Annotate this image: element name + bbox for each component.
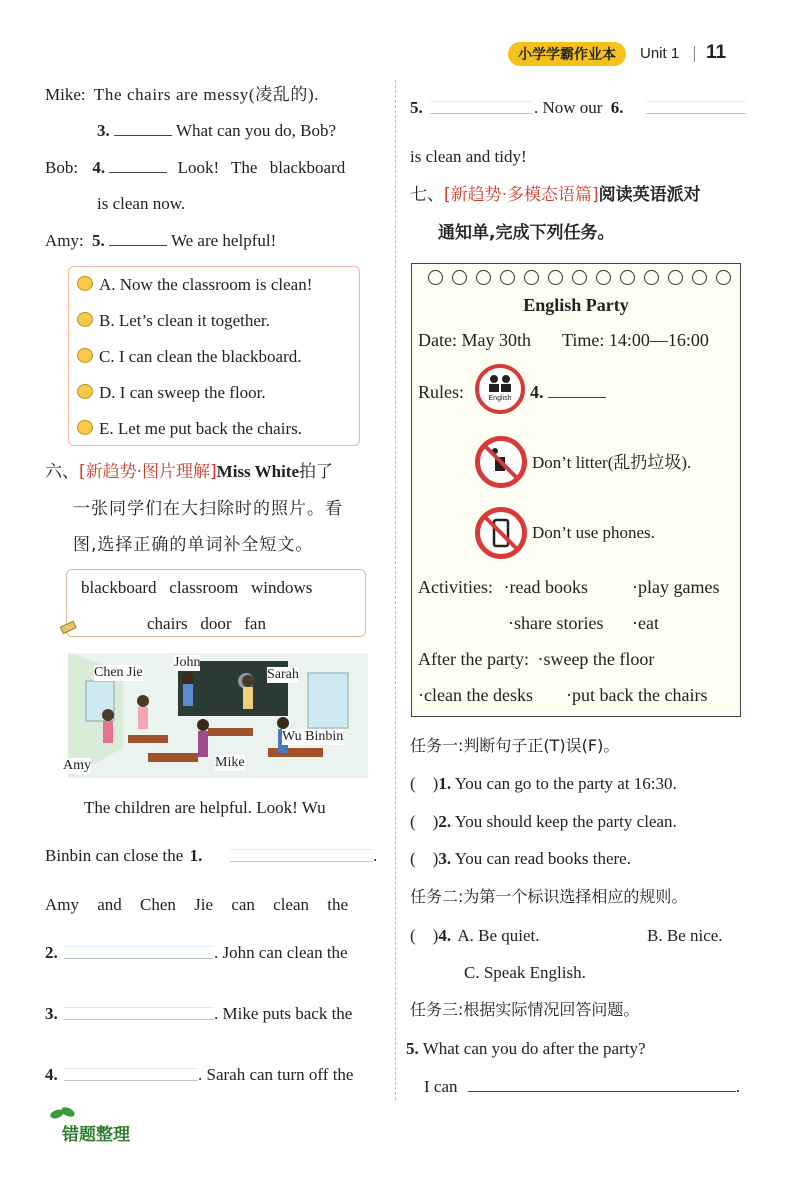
poster-date: Date: May 30th	[418, 330, 531, 350]
task-2-option-b: B. Be nice.	[647, 926, 723, 945]
activity-games: ·play games	[632, 577, 720, 597]
column-divider	[395, 80, 396, 1100]
smiley-icon	[77, 384, 93, 399]
leaf-icon	[50, 1106, 76, 1120]
section-6-line2: 一张同学们在大扫除时的照片。看	[73, 499, 343, 519]
smiley-icon	[77, 312, 93, 327]
task-1-title: 任务一:判断句子正(T)误(F)。	[410, 736, 620, 755]
no-litter-sign	[475, 436, 527, 488]
task-1-q3: ( )3. You can read books there.	[410, 849, 631, 868]
dialog-bob: Bob: 4. Look! The blackboard	[45, 158, 346, 177]
task-1-q2: ( )2. You should keep the party clean.	[410, 812, 677, 831]
page-number: 11	[706, 42, 727, 63]
task-3-title: 任务三:根据实际情况回答问题。	[410, 1000, 640, 1019]
word-bank-row1: blackboard classroom windows	[81, 578, 313, 597]
answer-paren-3[interactable]: ( )	[410, 849, 439, 868]
passage-line6: 4.	[45, 1065, 58, 1084]
label-amy: Amy	[63, 758, 91, 773]
blank-5-left[interactable]	[109, 231, 167, 246]
no-litter-icon	[480, 441, 522, 483]
activities-line1: Activities: ·read books	[418, 577, 588, 597]
passage-line3: Amy and Chen Jie can clean the	[45, 895, 349, 914]
answer-paren-4[interactable]: ( )	[410, 926, 439, 945]
header-divider	[694, 46, 695, 62]
right-cont-line2: is clean and tidy!	[410, 147, 527, 166]
pencil-icon	[59, 618, 79, 636]
after-line1: After the party: ·sweep the floor	[418, 649, 655, 669]
answer-paren-1[interactable]: ( )	[410, 774, 439, 793]
footer-label: 错题整理	[62, 1125, 130, 1145]
option-c[interactable]: C. I can clean the blackboard.	[77, 346, 302, 368]
blank-4[interactable]	[109, 158, 167, 173]
people-talking-icon	[479, 368, 521, 410]
dialog-bob-cont: is clean now.	[97, 194, 186, 213]
blank-rule-4[interactable]	[548, 383, 606, 398]
passage-line2: Binbin can close the 1.	[45, 846, 203, 865]
task-2-q4: ( )4. A. Be quiet.	[410, 926, 540, 945]
label-john: John	[174, 655, 201, 670]
blank-6[interactable]	[646, 113, 746, 114]
task-2-title: 任务二:为第一个标识选择相应的规则。	[410, 887, 688, 906]
word-bank	[66, 569, 366, 637]
section-7-title: 七、[新趋势·多模态语篇]阅读英语派对	[410, 185, 701, 205]
classroom-picture	[63, 653, 368, 778]
dialog-line-3: 3. What can you do, Bob?	[97, 121, 336, 140]
dialog-amy: Amy: 5. We are helpful!	[45, 231, 277, 250]
smiley-icon	[77, 348, 93, 363]
smiley-icon	[77, 420, 93, 435]
workbook-badge: 小学学霸作业本	[508, 42, 626, 66]
no-phone-sign	[475, 507, 527, 559]
passage-line4-text: . John can clean the	[214, 943, 348, 962]
right-cont-line1: 5.	[410, 98, 423, 117]
rules-label: Rules:	[418, 382, 465, 402]
task-1-q1: ( )1. You can go to the party at 16:30.	[410, 774, 677, 793]
answer-line-5[interactable]	[468, 1077, 736, 1092]
passage-line6-text: . Sarah can turn off the	[198, 1065, 354, 1084]
option-a[interactable]: A. Now the classroom is clean!	[77, 274, 312, 296]
answer-paren-2[interactable]: ( )	[410, 812, 439, 831]
label-sarah: Sarah	[267, 667, 299, 682]
label-wu-binbin: Wu Binbin	[282, 729, 344, 744]
english-sign	[475, 364, 525, 414]
blank-5[interactable]	[430, 113, 532, 114]
rule-4: 4.	[530, 381, 606, 403]
after-desks: ·clean the desks	[418, 685, 533, 705]
blank-4-passage[interactable]	[64, 1080, 198, 1081]
passage-line1: The children are helpful. Look! Wu	[84, 798, 326, 817]
word-bank-row2: chairs door fan	[147, 614, 266, 633]
task-2-option-c: C. Speak English.	[464, 963, 586, 982]
sign-english-text: English	[488, 395, 512, 402]
rule-litter: Don’t litter(乱扔垃圾).	[532, 453, 692, 472]
option-d[interactable]: D. I can sweep the floor.	[77, 382, 266, 404]
poster-title: English Party	[523, 295, 629, 315]
activity-eat: ·eat	[632, 613, 659, 633]
right-cont-text5: . Now our 6.	[534, 98, 624, 117]
task-3-answer: I can .	[424, 1077, 741, 1096]
task-3-q5: 5. What can you do after the party?	[406, 1039, 646, 1058]
passage-end1: .	[373, 846, 378, 865]
options-box	[68, 266, 360, 446]
passage-line5-text: . Mike puts back the	[214, 1004, 353, 1023]
poster-time: Time: 14:00—16:00	[562, 330, 709, 350]
passage-line5: 3.	[45, 1004, 58, 1023]
unit-label: Unit 1	[640, 45, 680, 62]
page-header	[508, 40, 758, 68]
passage-line4: 2.	[45, 943, 58, 962]
smiley-icon	[77, 276, 93, 291]
label-mike: Mike	[215, 755, 245, 770]
party-notice	[411, 263, 741, 717]
label-chen-jie: Chen Jie	[94, 665, 143, 680]
section-7-line2: 通知单,完成下列任务。	[438, 223, 615, 243]
activity-stories: ·share stories	[508, 613, 604, 633]
blank-3-passage[interactable]	[64, 1019, 214, 1020]
section-6-title: 六、[新趋势·图片理解]Miss White拍了	[45, 462, 333, 482]
binder-rings	[428, 270, 740, 290]
dialog-mike: Mike: The chairs are messy(凌乱的).	[45, 85, 320, 104]
after-chairs: ·put back the chairs	[566, 685, 708, 705]
option-e[interactable]: E. Let me put back the chairs.	[77, 418, 302, 440]
blank-1[interactable]	[230, 861, 373, 862]
option-b[interactable]: B. Let’s clean it together.	[77, 310, 270, 332]
blank-3[interactable]	[114, 121, 172, 136]
blank-2[interactable]	[64, 958, 214, 959]
no-phone-icon	[480, 512, 522, 554]
rule-phones: Don’t use phones.	[532, 523, 655, 542]
section-6-line3: 图,选择正确的单词补全短文。	[73, 535, 314, 555]
